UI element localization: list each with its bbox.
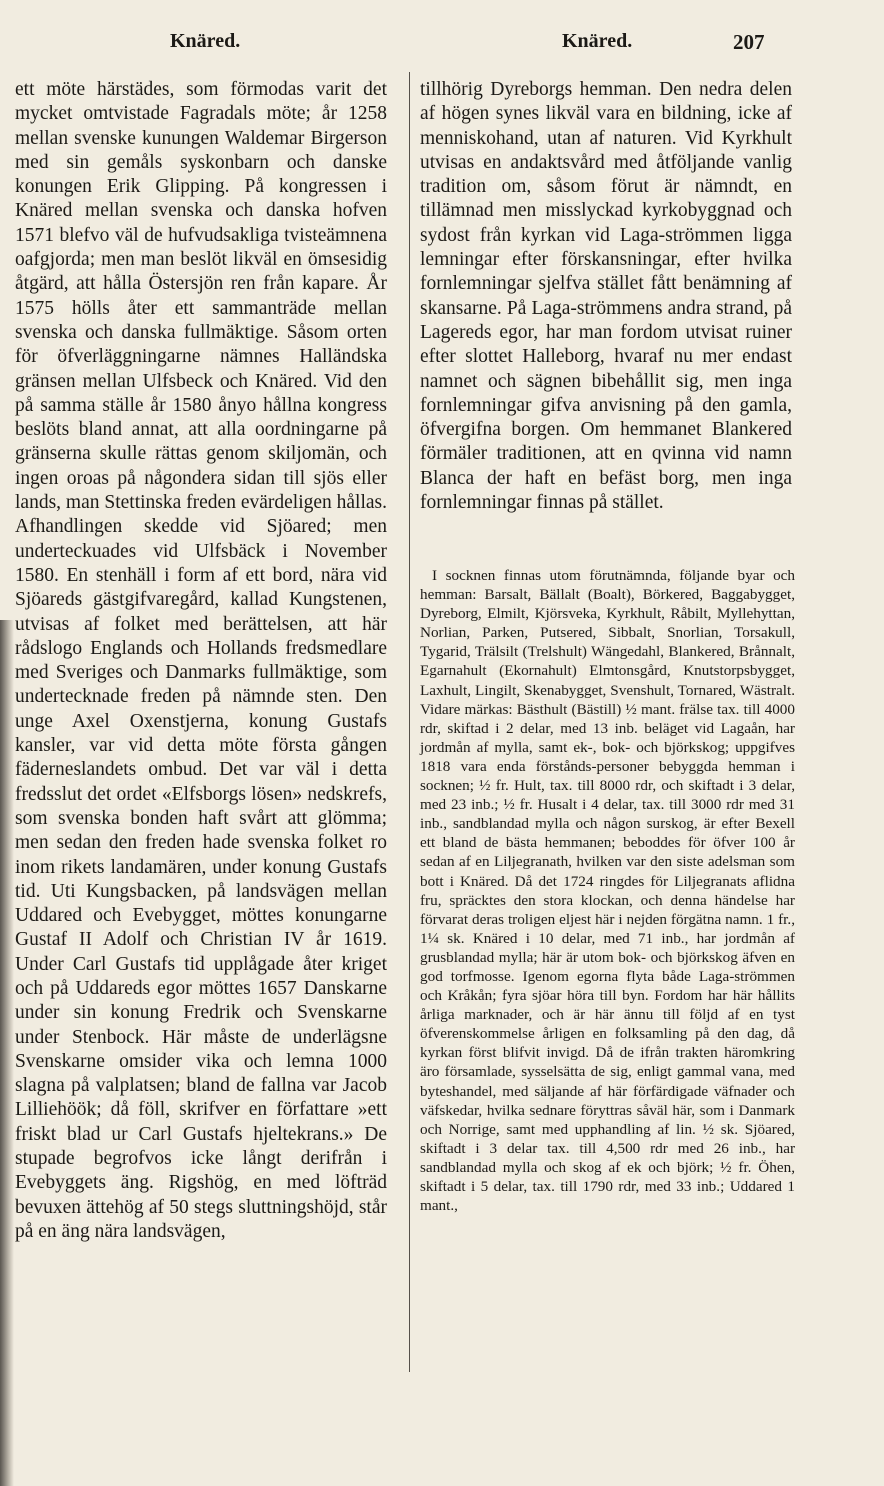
footnote-text: I socknen finnas utom förutnämnda, följande byar och hemman: Barsalt, Bällalt (Boalt), Börkered, Baggabygget, Dyreborg, Elmilt, Kjörsveka, Kyrkhult, Råbilt, Myllehyttan, Norlian, Parken, Putsered, Sibbalt, Snorlian, Torsakull, Tygarid, Trälsilt (Trelshult) Wängedahl, Blankered, Brånnalt, Egarnahult (Ekornahult) Elmtonsgård, Knutstorpsbygget, Laxhult, Lingilt, Skenabygget, Svenshult, Tornared, Wästralt. Vidare märkas: Bästhult (Bästill) ½ mant. frälse tax. till 4000 rdr, skiftad i 2 delar, med 13 inb. beläget vid Lagaån, har jordmån af mylla, samt ek-, bok- och björkskog; uppgifves 1818 vara enda förstånds-personer bebyggda hemman i socknen; ½ fr. Hult, tax. till 8000 rdr, och skiftadt i 3 delar, med 23 inb.; ½ fr. Husalt i 4 delar, tax. till 3000 rdr med 31 inb., sandblandad mylla och någon surskog, är efter Bexell ett bland de bästa hemmanen; beboddes för öfver 100 år sedan af en Liljegranath, hvilken var den siste adelsman som bott i Knäred. Då det 1724 ringdes för Liljegranats aflidna fru, spräcktes den stora klockan, och denna händelse har förvarat deras troligen eljest här i nejden förgätna namn. 1 fr., 1¼ sk. Knäred i 10 delar, med 71 inb., har jordmån af grusblandad mylla; här är utom bok- och björkskog äfven en god torfmosse. Igenom egorna flyta både Laga-strömmen och Kråkån; fyra sjöar höra till byn. Fordom har här hållits årliga marknader, och är här ännu till följd af en tyst öfverenskommelse årligen en folksamling på den dag, då kyrkan först blifvit invigd. Då de ifrån trakten häromkring äro församlade, sysselsätta de sig, enligt gammal vana, med byteshandel, med säljande af här förfärdigade väfnader och väfskedar, hvilka sednare föryttras såväl här, som i Danmark och Norrige, samt med upphandling af lin. ½ sk. Sjöared, skiftadt i 3 delar tax. till 4,500 rdr med 26 inb., har sandblandad mylla och skog af ek och björk; ½ fr. Öhen, skiftadt i 5 delar, tax. till 1790 rdr, med 33 inb.; Uddared 1 mant., [420, 567, 795, 1215]
column-divider [409, 72, 410, 1372]
page-number: 207 [733, 30, 765, 54]
running-head-left: Knäred. [170, 30, 241, 52]
left-column-text: ett möte härstädes, som förmodas varit det mycket omtvistade Fagradals möte; år 1258 mellan svenske kunungen Waldemar Birgerson med sin gemåls syskonbarn och danske konungen Erik Glipping. På kongressen i Knäred mellan svenska och danska hofven 1571 blefvo väl de hufvudsakliga tvisteämnena oafgjorda; men man beslöt likväl en ömsesidig åtgärd, att hålla Östersjön ren från kapare. År 1575 hölls åter ett sammanträde mellan svenska och danska fullmäktige. Såsom orten för öfverläggningarne nämnes Halländska gränsen mellan Ulfsbeck och Knäred. Vid den på samma ställe år 1580 ånyo hållna kongress beslöts bland annat, att alla oordningarne på gränserna skulle rättas genom skiljomän, och ingen oroas på någondera sidan till sjös eller lands, man Stettinska freden evärdeligen hållas. Afhandlingen skedde vid Sjöared; men underteckuades vid Ulfsbäck i November 1580. En stenhäll i form af ett bord, nära vid Sjöareds gästgifvaregård, kallad Kungstenen, utvisas af folket med berättelsen, att här rådslogo Englands och Hollands fredsmedlare med Sveriges och Danmarks fullmäktige, som undertecknade freden på nämnde sten. Den unge Axel Oxenstjerna, konung Gustafs kansler, var vid detta möte första gången fäderneslandets ombud. Det var väl i detta fredsslut det ordet «Elfsborgs lösen» nedskrefs, som svenska bonden haft svårt att glömma; men sedan den freden hade svenska folket ro inom rikets landamären, under konung Gustafs tid. Uti Kungsbacken, på landsvägen mellan Uddared och Evebygget, möttes konungarne Gustaf II Adolf och Christian IV år 1619. Under Carl Gustafs tid upplågade åter kriget och på Uddareds egor möttes 1657 Danskarne under sin konung Fredrik och Svenskarne under Stenbock. Här måste de underlägsne Svenskarne omsider vika och lemna 1000 slagna på valplatsen; bland de fallna var Jacob Lilliehöök; då föll, skrifver en författare »ett friskt blad ur Carl Gustafs hjeltekrans.» De stupade begrofvos icke långt derifrån i Evebyggets äng. Rigshög, en med löfträd bevuxen ättehög af 50 stegs sluttningshöjd, står på en äng nära landsvägen, [15, 79, 388, 1242]
footnote [420, 566, 795, 1215]
right-column [420, 78, 792, 515]
running-head-right: Knäred. [562, 30, 633, 52]
binding-shadow [0, 620, 14, 1486]
right-column-text: tillhörig Dyreborgs hemman. Den nedra delen af högen synes likväl vara en bildning, icke af menniskohand, utan af naturen. Vid Kyrkhult utvisas en andaktsvård med åtföljande vanlig tradition om, såsom förut är nämndt, en tillämnad men misslyckad kyrkobyggnad och sydost från kyrkan vid Laga-strömmen ligga lemningar efter förskansningar, efter hvilka fornlemningar sjelfva stället fått benämning af skansarne. På Laga-strömmens andra strand, på Lagereds egor, har man fordom utvisat ruiner efter slottet Halleborg, hvaraf nu mer endast namnet och sägnen bibehållit sig, men inga fornlemningar gifva anvisning på den gamla, öfvergifna borgen. Om hemmanet Blankered förmäler traditionen, att en qvinna vid namn Blanca der haft en befäst borg, men inga fornlemningar finnas på stället. [420, 79, 792, 514]
left-column [15, 78, 387, 1244]
